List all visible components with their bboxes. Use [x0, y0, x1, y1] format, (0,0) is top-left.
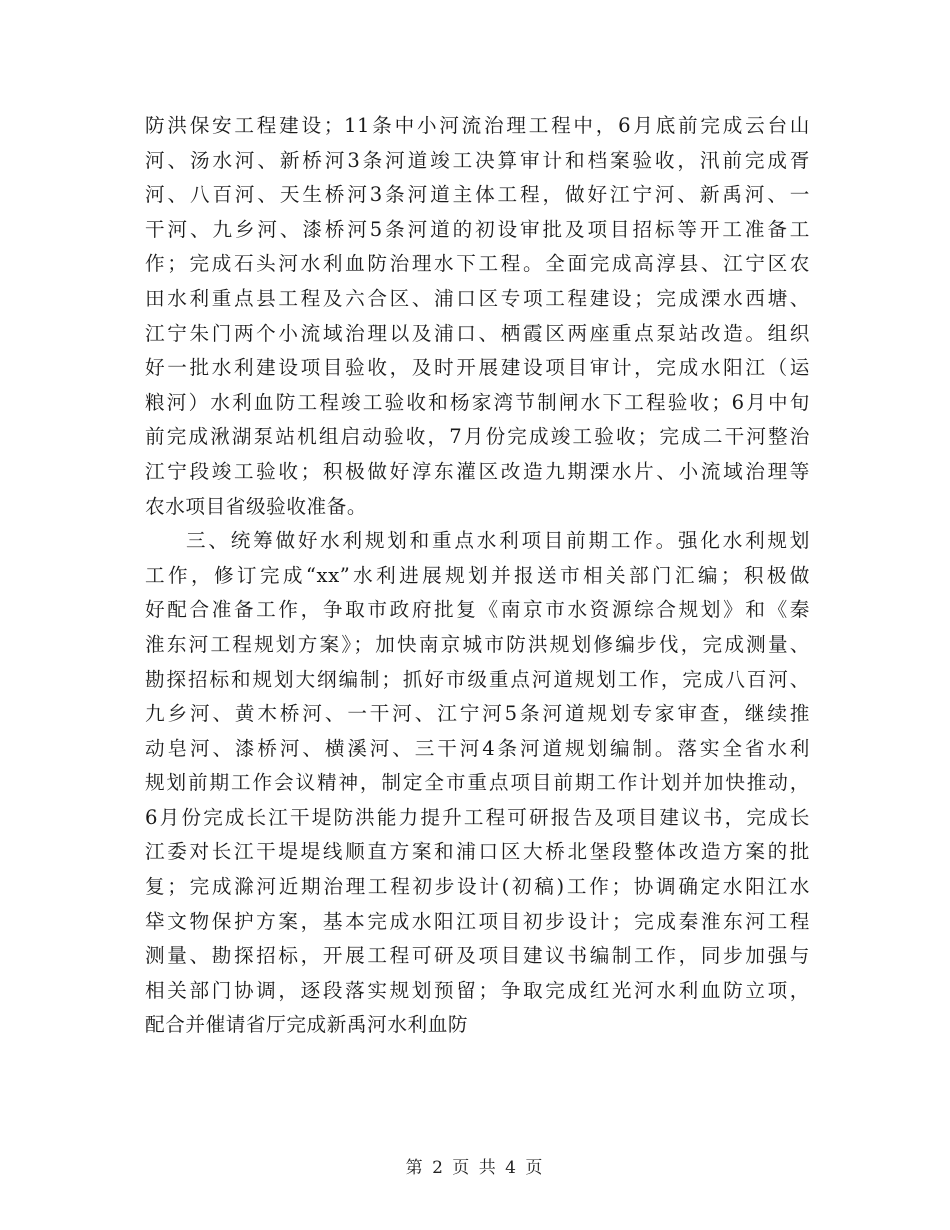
- text-line: 农水项目省级验收准备。: [145, 494, 368, 518]
- text-line: 前完成湫湖泵站机组启动验收，7月份完成竣工验收；完成二干河整治: [145, 425, 810, 449]
- text-line: 动皂河、漆桥河、横溪河、三干河4条河道规划编制。落实全省水利: [145, 736, 810, 760]
- text-line: 江宁段竣工验收；积极做好淳东灌区改造九期溧水片、小流域治理等: [145, 459, 810, 483]
- text-line: 河、八百河、天生桥河3条河道主体工程，做好江宁河、新禹河、一: [145, 183, 810, 207]
- text-line: 淮东河工程规划方案》；加快南京城市防洪规划修编步伐，完成测量、: [145, 632, 810, 656]
- page-number-footer: 第 2 页 共 4 页: [405, 1158, 545, 1178]
- text-line: 防洪保安工程建设；11条中小河流治理工程中，6月底前完成云台山: [145, 114, 810, 137]
- text-line: 田水利重点县工程及六合区、浦口区专项工程建设；完成溧水西塘、: [145, 286, 810, 310]
- text-line: 江委对长江干堤堤线顺直方案和浦口区大桥北堡段整体改造方案的批: [145, 840, 810, 864]
- text-line: 好一批水利建设项目验收，及时开展建设项目审计，完成水阳江（运: [145, 356, 810, 380]
- text-line: 6月份完成长江干堤防洪能力提升工程可研报告及项目建议书，完成长: [145, 805, 810, 829]
- document-body: [145, 109, 810, 1043]
- text-line: 复；完成滁河近期治理工程初步设计(初稿)工作；协调确定水阳江水: [145, 875, 810, 899]
- text-line: 规划前期工作会议精神，制定全市重点项目前期工作计划并加快推动，: [145, 771, 810, 795]
- text-line: 牮文物保护方案，基本完成水阳江项目初步设计；完成秦淮东河工程: [145, 909, 810, 933]
- text-line: 干河、九乡河、漆桥河5条河道的初设审批及项目招标等开工准备工: [145, 217, 810, 241]
- text-line: 工作，修订完成“xx”水利进展规划并报送市相关部门汇编；积极做: [145, 563, 810, 587]
- text-line: 粮河）水利血防工程竣工验收和杨家湾节制闸水下工程验收；6月中旬: [145, 390, 810, 414]
- text-line: 作；完成石头河水利血防治理水下工程。全面完成高淳县、江宁区农: [145, 252, 810, 276]
- text-line: 配合并催请省厅完成新禹河水利血防: [145, 1013, 469, 1037]
- text-line: 相关部门协调，逐段落实规划预留；争取完成红光河水利血防立项，: [145, 978, 810, 1002]
- text-line: 河、汤水河、新桥河3条河道竣工决算审计和档案验收，汛前完成胥: [145, 148, 810, 172]
- text-line: 测量、勘探招标，开展工程可研及项目建议书编制工作，同步加强与: [145, 944, 810, 968]
- text-line: 勘探招标和规划大纲编制；抓好市级重点河道规划工作，完成八百河、: [145, 667, 810, 691]
- text-line: 九乡河、黄木桥河、一干河、江宁河5条河道规划专家审查，继续推: [145, 702, 810, 726]
- text-line: 三、统筹做好水利规划和重点水利项目前期工作。强化水利规划: [186, 529, 810, 553]
- text-line: 江宁朱门两个小流域治理以及浦口、栖霞区两座重点泵站改造。组织: [145, 321, 810, 345]
- text-line: 好配合准备工作，争取市政府批复《南京市水资源综合规划》和《秦: [145, 598, 810, 622]
